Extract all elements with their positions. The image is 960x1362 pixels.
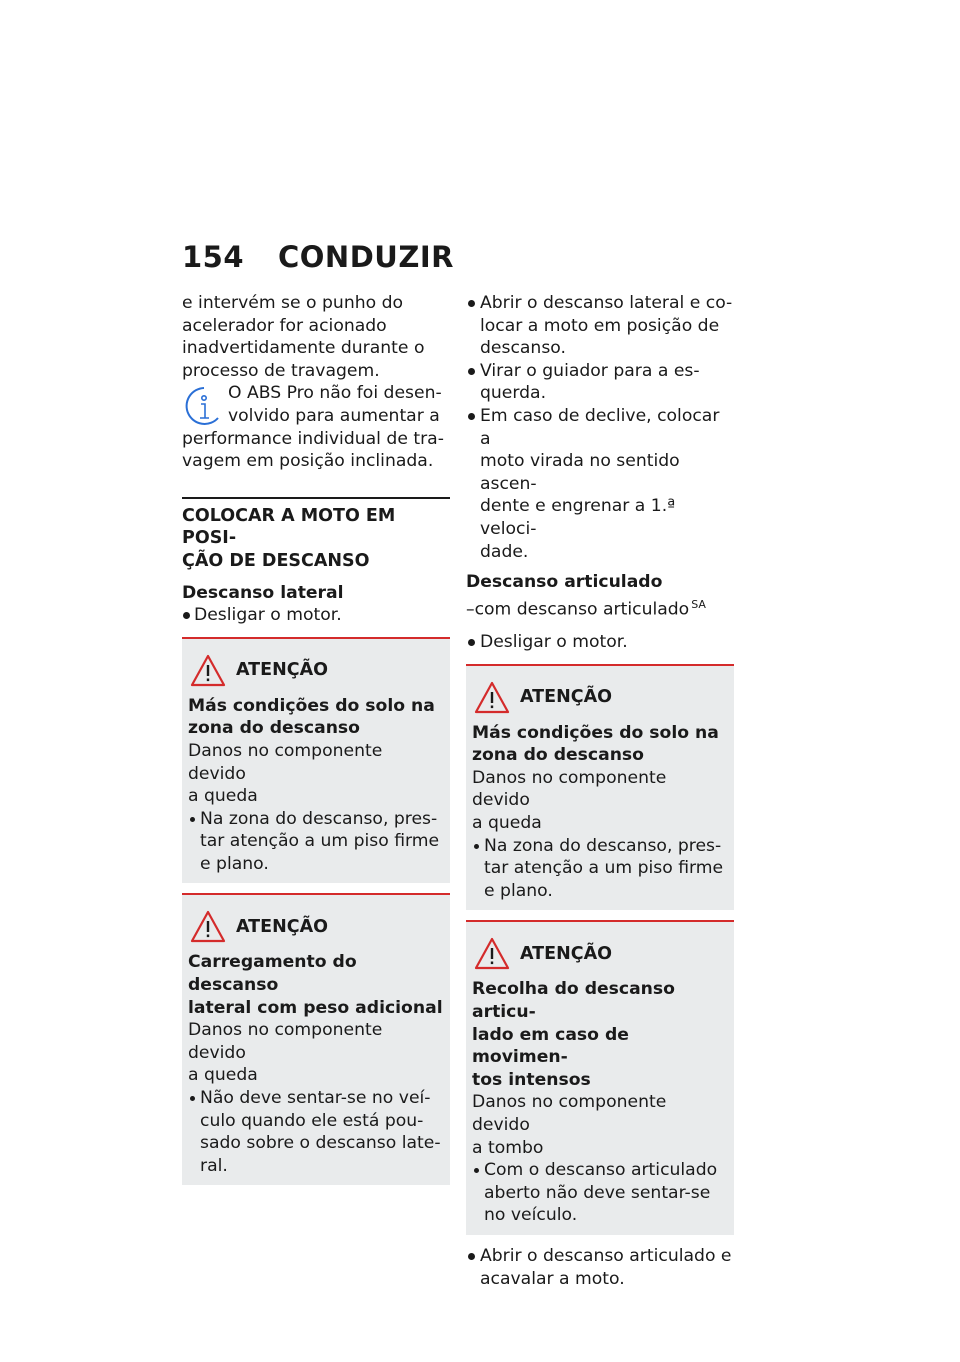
warning-bullet: Não deve sentar-se no veí- bbox=[188, 1087, 444, 1110]
step-item-cont: querda. bbox=[480, 383, 547, 404]
warning-bullet-cont: e plano. bbox=[200, 853, 269, 874]
left-column bbox=[182, 292, 450, 1185]
warning-title: Más condições do solo na bbox=[472, 722, 719, 743]
warning-bullet-cont: tar atenção a um piso firme bbox=[200, 831, 440, 852]
intro-line: e intervém se o punho do bbox=[182, 293, 404, 313]
warning-header bbox=[188, 907, 444, 947]
warning-text: a tombo bbox=[472, 1137, 544, 1158]
step-item: Desligar o motor. bbox=[182, 604, 450, 627]
subsection-title: Descanso lateral bbox=[182, 582, 344, 603]
warning-box bbox=[182, 637, 450, 884]
warning-title: lateral com peso adicional bbox=[188, 997, 443, 1018]
warning-bullet: Com o descanso articulado bbox=[472, 1159, 728, 1182]
info-icon bbox=[182, 384, 226, 428]
option-text: –com descanso articulado bbox=[466, 599, 690, 620]
warning-text: Danos no componente devido bbox=[472, 767, 667, 811]
info-line: vagem em posição inclinada. bbox=[182, 451, 434, 472]
warning-title: Más condições do solo na bbox=[188, 695, 435, 716]
step-item-cont: moto virada no sentido ascen- bbox=[480, 451, 680, 494]
warning-text: a queda bbox=[472, 813, 542, 834]
step-item: Desligar o motor. bbox=[466, 631, 734, 654]
warning-title: Recolha do descanso articu- bbox=[472, 979, 675, 1022]
warning-bullet-cont: culo quando ele está pou- bbox=[200, 1110, 424, 1131]
warning-title: lado em caso de movimen- bbox=[472, 1024, 629, 1068]
step-item: Virar o guiador para a es- bbox=[466, 360, 734, 383]
warning-triangle-icon bbox=[474, 937, 510, 971]
warning-title: zona do descanso bbox=[188, 718, 360, 739]
step-item-cont: descanso. bbox=[480, 338, 566, 359]
warning-title: zona do descanso bbox=[472, 745, 644, 766]
warning-header bbox=[472, 678, 728, 718]
warning-title: tos intensos bbox=[472, 1069, 591, 1090]
subsection-title: Descanso articulado bbox=[466, 572, 663, 593]
section-divider bbox=[182, 497, 450, 499]
warning-bullet-cont: e plano. bbox=[484, 880, 553, 901]
page-header bbox=[182, 240, 454, 274]
warning-bullet-cont: ral. bbox=[200, 1155, 228, 1176]
warning-label: ATENÇÃO bbox=[236, 660, 328, 681]
warning-box bbox=[466, 664, 734, 911]
info-line: performance individual de tra- bbox=[182, 428, 444, 449]
warning-bullet-cont: tar atenção a um piso firme bbox=[484, 858, 724, 879]
option-tag: SA bbox=[691, 597, 706, 611]
warning-header bbox=[188, 651, 444, 691]
step-item: Abrir o descanso articulado e bbox=[466, 1245, 734, 1268]
right-column bbox=[466, 292, 734, 1290]
warning-text: Danos no componente devido bbox=[472, 1092, 667, 1135]
info-line: O ABS Pro não foi desen- bbox=[228, 383, 442, 404]
intro-line: acelerador for acionado bbox=[182, 315, 387, 336]
warning-text: a queda bbox=[188, 786, 258, 807]
warning-text: Danos no componente devido bbox=[188, 740, 383, 784]
warning-box bbox=[466, 920, 734, 1235]
warning-triangle-icon bbox=[190, 910, 226, 944]
step-item-cont: dade. bbox=[480, 541, 529, 562]
intro-line: processo de travagem. bbox=[182, 360, 380, 381]
step-item: Abrir o descanso lateral e co- bbox=[466, 292, 734, 315]
warning-label: ATENÇÃO bbox=[236, 917, 328, 938]
warning-triangle-icon bbox=[190, 654, 226, 688]
warning-bullet-cont: sado sobre o descanso late- bbox=[200, 1133, 441, 1154]
section-title: COLOCAR A MOTO EM POSI- bbox=[182, 505, 396, 549]
step-item: Em caso de declive, colocar a bbox=[466, 405, 734, 450]
step-item-cont: dente e engrenar a 1.ª veloci- bbox=[480, 496, 676, 539]
step-item-cont: locar a moto em posição de bbox=[480, 315, 720, 336]
warning-title: Carregamento do descanso bbox=[188, 952, 357, 996]
info-note bbox=[182, 382, 450, 472]
warning-bullet: Na zona do descanso, pres- bbox=[472, 835, 728, 858]
warning-label: ATENÇÃO bbox=[520, 687, 612, 708]
warning-bullet: Na zona do descanso, pres- bbox=[188, 808, 444, 831]
step-item-cont: acavalar a moto. bbox=[480, 1268, 625, 1289]
intro-line: inadvertidamente durante o bbox=[182, 338, 425, 359]
warning-text: Danos no componente devido bbox=[188, 1020, 383, 1063]
warning-box bbox=[182, 893, 450, 1185]
warning-bullet-cont: no veículo. bbox=[484, 1205, 578, 1226]
info-line: volvido para aumentar a bbox=[228, 405, 440, 426]
warning-header bbox=[472, 934, 728, 974]
warning-text: a queda bbox=[188, 1065, 258, 1086]
warning-triangle-icon bbox=[474, 681, 510, 715]
warning-label: ATENÇÃO bbox=[520, 944, 612, 965]
section-title: ÇÃO DE DESCANSO bbox=[182, 550, 370, 571]
chapter-title: CONDUZIR bbox=[278, 240, 454, 274]
warning-bullet-cont: aberto não deve sentar-se bbox=[484, 1182, 711, 1203]
option-line bbox=[466, 594, 734, 621]
page-number: 154 bbox=[182, 240, 245, 274]
